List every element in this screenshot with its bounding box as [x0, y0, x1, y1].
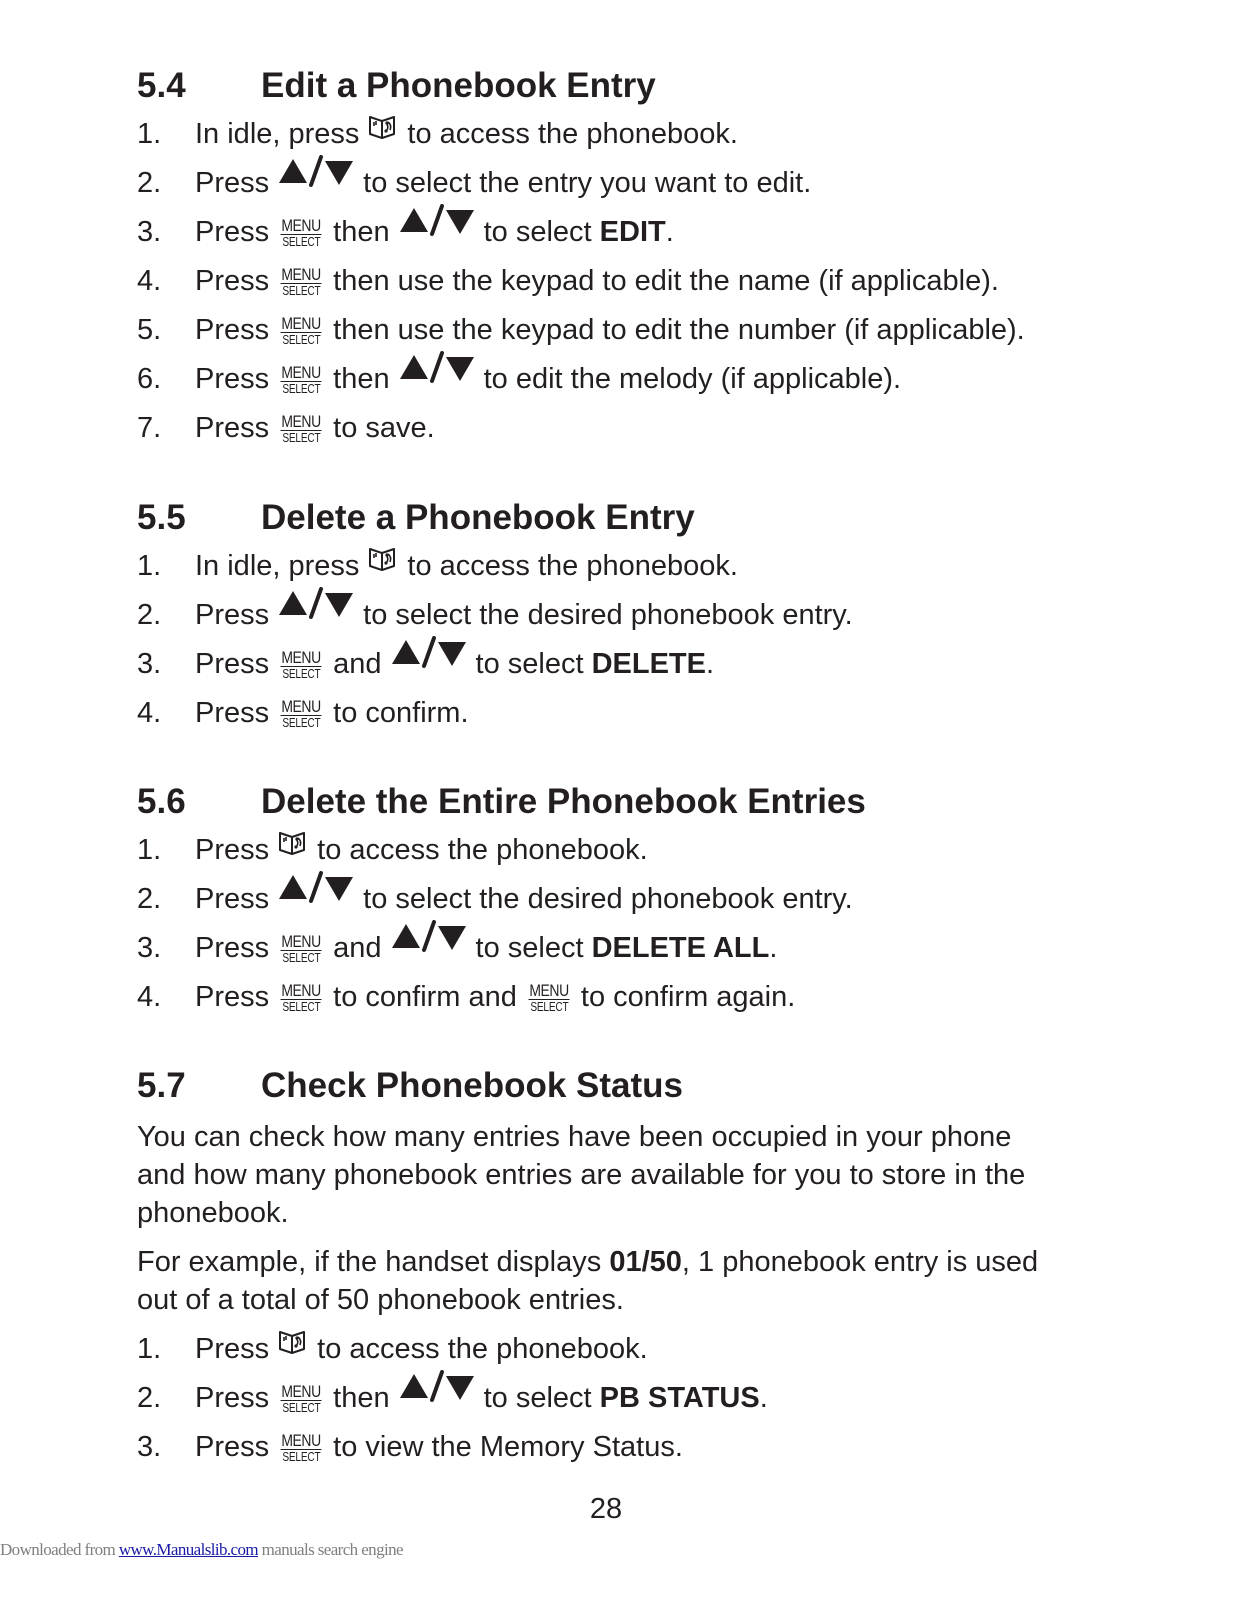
step-item: [137, 928, 1097, 977]
menu-select-key-icon: [277, 215, 325, 249]
footer-suffix: manuals search engine: [258, 1540, 403, 1559]
step-text: Press: [195, 216, 270, 248]
step-body: [195, 1427, 1097, 1467]
step-text: Press: [195, 167, 270, 199]
section-title: Edit a Phonebook Entry: [261, 66, 656, 105]
step-text: Press: [195, 648, 270, 680]
menu-select-key-icon: [277, 1381, 325, 1415]
menu-select-key-icon: [277, 980, 325, 1014]
step-number: 3.: [137, 932, 162, 964]
menu-key-label: MENU: [529, 980, 569, 1000]
section-title: Delete the Entire Phonebook Entries: [261, 782, 866, 821]
step-text: to access the phonebook.: [407, 118, 738, 150]
step-number: 4.: [137, 981, 162, 1013]
step-text: Press: [195, 1382, 270, 1414]
step-item: [137, 310, 1097, 359]
select-key-label: SELECT: [282, 429, 321, 445]
select-key-label: SELECT: [282, 714, 321, 730]
menu-key-label: MENU: [281, 411, 321, 431]
step-text: then use the keypad to edit the number (if applicable).: [333, 314, 1025, 346]
step-text: to confirm again.: [580, 981, 796, 1013]
phonebook-icon: [367, 544, 399, 574]
up-down-arrows-icon: [398, 1370, 476, 1410]
step-text: Press: [195, 412, 270, 444]
menu-key-label: MENU: [281, 264, 321, 284]
menu-key-label: MENU: [281, 647, 321, 667]
section-5-5: [137, 498, 1097, 742]
section-title: Check Phonebook Status: [261, 1066, 684, 1105]
step-body: [195, 928, 1097, 968]
step-text: then: [333, 216, 390, 248]
step-text: to access the phonebook.: [317, 1333, 648, 1365]
menu-key-label: MENU: [281, 313, 321, 333]
menu-select-key-icon: [277, 647, 325, 681]
step-text: .: [665, 216, 674, 248]
menu-option-label: DELETE: [591, 648, 706, 680]
step-number: 2.: [137, 1382, 162, 1414]
step-number: 5.: [137, 314, 162, 346]
select-key-label: SELECT: [282, 998, 321, 1014]
up-down-arrows-icon: [277, 871, 355, 911]
step-text: and: [333, 932, 382, 964]
select-key-label: SELECT: [282, 665, 321, 681]
step-item: [137, 1378, 1097, 1427]
step-body: [195, 977, 1097, 1017]
step-text: to access the phonebook.: [317, 834, 648, 866]
step-body: [195, 408, 1097, 448]
menu-key-label: MENU: [281, 1381, 321, 1401]
step-number: 3.: [137, 648, 162, 680]
menu-key-label: MENU: [281, 1430, 321, 1450]
step-text: to select: [483, 1382, 600, 1414]
step-list: [137, 114, 1097, 457]
up-down-arrows-icon: [390, 636, 468, 676]
step-text: then use the keypad to edit the name (if applicable).: [333, 265, 999, 297]
step-text: Press: [195, 883, 270, 915]
menu-select-key-icon: [277, 696, 325, 730]
manualslib-link[interactable]: www.Manualslib.com: [118, 1540, 259, 1559]
paragraph: [137, 1118, 1067, 1232]
step-item: [137, 977, 1097, 1026]
step-number: 3.: [137, 1431, 162, 1463]
menu-key-label: MENU: [281, 696, 321, 716]
section-number: 5.5: [137, 498, 186, 537]
step-body: [195, 595, 1097, 635]
up-down-arrows-icon: [277, 587, 355, 627]
step-text: to edit the melody (if applicable).: [483, 363, 902, 395]
up-down-arrows-icon: [390, 920, 468, 960]
section-number: 5.4: [137, 66, 186, 105]
step-item: [137, 359, 1097, 408]
step-body: [195, 114, 1097, 154]
menu-select-key-icon: [277, 313, 325, 347]
step-text: to select: [475, 648, 592, 680]
paragraph-text: You can check how many entries have been occupied in your phone and how many phonebook entries are available for you to store in the phonebook.: [137, 1121, 1026, 1229]
step-item: [137, 644, 1097, 693]
menu-key-label: MENU: [281, 362, 321, 382]
step-number: 3.: [137, 216, 162, 248]
paragraph-text: , 1 phonebook entry is used out of a total of 50 phonebook entries.: [137, 1246, 1039, 1316]
step-body: [195, 693, 1097, 733]
select-key-label: SELECT: [529, 998, 568, 1014]
phonebook-icon: [277, 1327, 309, 1357]
step-text: In idle, press: [195, 118, 360, 150]
footer-prefix: Downloaded from: [0, 1540, 119, 1559]
step-number: 4.: [137, 697, 162, 729]
section-5-7: [137, 1066, 1097, 1476]
section-5-4: [137, 66, 1097, 457]
step-text: Press: [195, 981, 270, 1013]
step-number: 2.: [137, 167, 162, 199]
step-body: [195, 212, 1097, 252]
step-item: [137, 1427, 1097, 1476]
select-key-label: SELECT: [282, 1399, 321, 1415]
select-key-label: SELECT: [282, 949, 321, 965]
step-text: to select the desired phonebook entry.: [363, 883, 853, 915]
step-text: to confirm.: [333, 697, 469, 729]
step-text: to confirm and: [333, 981, 517, 1013]
menu-key-label: MENU: [281, 980, 321, 1000]
step-body: [195, 546, 1097, 586]
step-text: Press: [195, 1431, 270, 1463]
up-down-arrows-icon: [398, 204, 476, 244]
select-key-label: SELECT: [282, 282, 321, 298]
section-heading: [137, 498, 1097, 538]
step-body: [195, 261, 1097, 301]
step-text: Press: [195, 599, 270, 631]
menu-key-label: MENU: [281, 931, 321, 951]
display-value: 01/50: [609, 1246, 682, 1278]
step-number: 2.: [137, 883, 162, 915]
step-text: Press: [195, 314, 270, 346]
paragraph: [137, 1243, 1067, 1319]
step-text: then: [333, 1382, 390, 1414]
menu-select-key-icon: [277, 931, 325, 965]
step-body: [195, 1329, 1097, 1369]
select-key-label: SELECT: [282, 1448, 321, 1464]
step-item: [137, 163, 1097, 212]
step-number: 4.: [137, 265, 162, 297]
step-text: then: [333, 363, 390, 395]
step-number: 1.: [137, 1333, 162, 1365]
step-text: Press: [195, 1333, 270, 1365]
select-key-label: SELECT: [282, 380, 321, 396]
step-item: [137, 408, 1097, 457]
step-list: [137, 1329, 1097, 1476]
step-number: 2.: [137, 599, 162, 631]
step-item: [137, 879, 1097, 928]
select-key-label: SELECT: [282, 233, 321, 249]
section-title: Delete a Phonebook Entry: [261, 498, 695, 537]
step-body: [195, 310, 1097, 350]
step-text: to save.: [333, 412, 435, 444]
menu-option-label: EDIT: [599, 216, 666, 248]
select-key-label: SELECT: [282, 331, 321, 347]
step-text: and: [333, 648, 382, 680]
step-text: to access the phonebook.: [407, 550, 738, 582]
step-text: Press: [195, 363, 270, 395]
step-body: [195, 830, 1097, 870]
step-text: Press: [195, 932, 270, 964]
step-text: In idle, press: [195, 550, 360, 582]
paragraph-text: For example, if the handset displays: [137, 1246, 610, 1278]
step-body: [195, 163, 1097, 203]
menu-select-key-icon: [277, 411, 325, 445]
section-description: [137, 1118, 1097, 1319]
section-heading: [137, 1066, 1097, 1106]
step-text: to select the entry you want to edit.: [363, 167, 812, 199]
step-body: [195, 1378, 1097, 1418]
step-number: 6.: [137, 363, 162, 395]
menu-select-key-icon: [277, 264, 325, 298]
step-item: [137, 261, 1097, 310]
section-5-6: [137, 782, 1097, 1026]
menu-select-key-icon: [525, 980, 573, 1014]
menu-select-key-icon: [277, 362, 325, 396]
step-number: 1.: [137, 834, 162, 866]
step-text: to select the desired phonebook entry.: [363, 599, 853, 631]
step-body: [195, 879, 1097, 919]
menu-option-label: DELETE ALL: [591, 932, 770, 964]
download-footer: [0, 1540, 403, 1560]
step-text: to select: [483, 216, 600, 248]
menu-option-label: PB STATUS: [599, 1382, 760, 1414]
step-text: .: [706, 648, 715, 680]
phonebook-icon: [367, 112, 399, 142]
up-down-arrows-icon: [277, 155, 355, 195]
menu-key-label: MENU: [281, 215, 321, 235]
section-number: 5.6: [137, 782, 186, 821]
page-number: 28: [589, 1493, 623, 1525]
step-text: .: [769, 932, 778, 964]
step-text: Press: [195, 265, 270, 297]
phonebook-icon: [277, 828, 309, 858]
step-item: [137, 595, 1097, 644]
step-item: [137, 693, 1097, 742]
section-heading: [137, 66, 1097, 106]
menu-select-key-icon: [277, 1430, 325, 1464]
step-text: to view the Memory Status.: [333, 1431, 683, 1463]
step-text: to select: [475, 932, 592, 964]
section-heading: [137, 782, 1097, 822]
step-text: Press: [195, 697, 270, 729]
step-item: [137, 212, 1097, 261]
up-down-arrows-icon: [398, 351, 476, 391]
step-number: 7.: [137, 412, 162, 444]
step-text: .: [759, 1382, 768, 1414]
step-body: [195, 359, 1097, 399]
step-text: Press: [195, 834, 270, 866]
step-number: 1.: [137, 118, 162, 150]
step-item: [137, 1329, 1097, 1378]
section-number: 5.7: [137, 1066, 186, 1105]
step-list: [137, 830, 1097, 1026]
step-number: 1.: [137, 550, 162, 582]
step-body: [195, 644, 1097, 684]
step-list: [137, 546, 1097, 742]
